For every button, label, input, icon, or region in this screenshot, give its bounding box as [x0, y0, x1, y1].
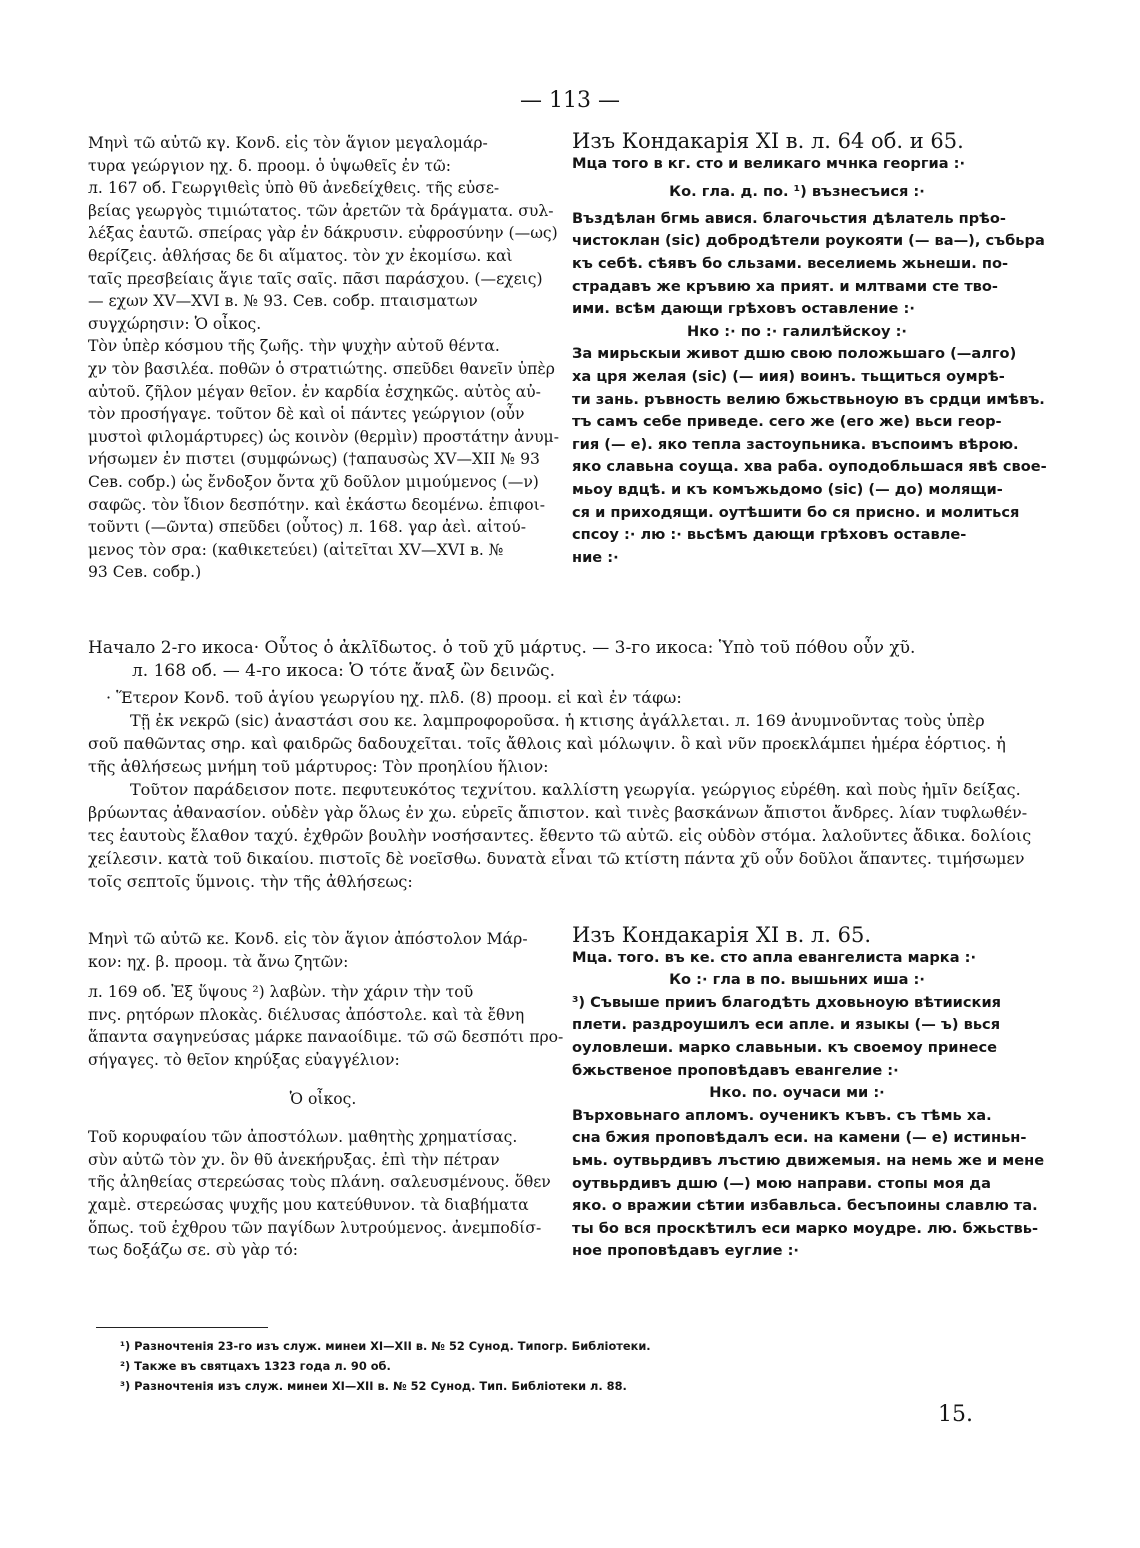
footnote: ²) Также въ святцахъ 1323 года л. 90 об.	[120, 1359, 391, 1373]
text-line: чистоклан (sic) добродѣтели роукояти (— ва—), събьра	[572, 232, 1045, 250]
text-line: ха цря желая (sic) (— иия) воинъ. тьщиться оумрѣ-	[572, 367, 1005, 385]
footnotes	[120, 1336, 1020, 1396]
text-line: νήσωμεν ἐν πιστει (συμφώνως) (†απαυσὼς XV—XII № 93	[88, 450, 540, 469]
text-line: βρύωντας ἀθανασίον. οὐδὲν γὰρ ὅλως ἐν χω. εὑρεῖς ἄπιστον. καὶ τινὲς βασκάνων ἄπιστοι ἄνδρες. λίαν τυφλωθέν-	[88, 803, 1028, 822]
text-line: σήγαγες. τὸ θεῖον κηρύξας εὐαγγέλιον:	[88, 1050, 400, 1069]
text-line: яко. о вражии сѣтии избавльса. бесъпоины славлю та.	[572, 1197, 1038, 1215]
page-number: — 113 —	[520, 88, 620, 113]
text-line: ὅπως. τοῦ ἐχθρου τῶν παγίδων λυτρούμενος. ἀνεμποδίσ-	[88, 1218, 542, 1237]
text-line: Нко :· по :· галилѣйскоу :·	[687, 322, 907, 340]
text-line: ἅπαντα σαγηνεύσας μάρκε παναοίδιμε. τῶ σῶ δεσπότι προ-	[88, 1028, 564, 1047]
text-line: Ὁ οἶκος.	[289, 1089, 357, 1108]
text-line: Τοῦτον παράδεισον ποτε. πεφυτευκότος τεχνίτου. καλλίστη γεωργία. γεώργιος εὑρέθη. καὶ ποὺς ἡμῖν δείξας.	[130, 780, 1021, 799]
text-line: μενος τὸν σρα: (καθικετεύει) (αἰτεῖται XV—XVI в. №	[88, 540, 504, 559]
text-line: Μηνὶ τῶ αὐτῶ κγ. Κονδ. εἰς τὸν ἅγιον μεγαλομάρ-	[88, 134, 488, 152]
text-line: сна бжия проповѣдалъ еси. на камени (— е) истиньн-	[572, 1129, 1027, 1147]
text-line: κον: ηχ. β. προομ. τὰ ἄνω ζητῶν:	[88, 952, 349, 971]
text-line: χαμὲ. στερεώσας ψυχῆς μου κατεύθυνον. τὰ διαβήματα	[88, 1195, 529, 1214]
text-line: л. 167 об. Γεωργιθεὶς ὑπὸ θῦ ἀνεδείχθεις. τῆς εὐσε-	[88, 179, 500, 198]
text-line: ³) Съвыше прииъ благодѣть дховьноую вѣтииския	[572, 993, 1002, 1011]
text-line: χείλεσιν. κατὰ τοῦ δικαίου. πιστοῖς δὲ νοεῖσθω. δυνατὰ εἶναι τῶ κτίστη πάντα χῦ οὖν δοῦλοι ἅπαντες. τιμήσωμεν	[88, 849, 1025, 868]
text-line: συγχώρησιν: Ὁ οἶκος.	[88, 314, 262, 333]
text-line: оутвьрдивъ дшю (—) мою направи. стопы моя да	[572, 1174, 991, 1192]
text-line: Μηνὶ τῶ αὐτῶ κε. Κονδ. εἰς τὸν ἅγιον ἀπόστολον Μάρ-	[88, 930, 528, 948]
section-heading: Изъ Кондакарія XI в. л. 65.	[572, 923, 872, 947]
text-line: βείας γεωργὸς τιμιώτατος. τῶν ἀρετῶν τὰ δράγματα. συλ-	[88, 201, 554, 220]
text-line: Ко. гла. д. по. ¹) възнесъися :·	[669, 183, 925, 201]
text-line: πνς. ρητόρων πλοκὰς. διέλυσας ἀπόστολε. καὶ τὰ ἔθνη	[88, 1005, 525, 1024]
text-line: страдавъ же кръвию ха прият. и млтвами сте тво-	[572, 277, 998, 295]
text-line: оуловлеши. марко славьныи. къ своемоу принесе	[572, 1038, 998, 1056]
text-line: Въздѣлан бгмь авися. благочьстия дѣлатель прѣо-	[572, 209, 1006, 227]
text-line: σοῦ παθῶντας σηρ. καὶ φαιδρῶς δαδουχεῖται. τοῖς ἄθλοις καὶ μόλωψιν. ὃ καὶ νῦν προεκλάμπει ἡμέρα ἑόρτιος. ἡ	[88, 734, 1006, 753]
text-line: Мца. того. въ ке. сто апла евангелиста марка :·	[572, 948, 977, 966]
text-line: Върховьнаго апломъ. оученикъ къвъ. съ тѣмь ха.	[572, 1106, 992, 1124]
text-line: къ себѣ. сѣявъ бо сльзами. веселиемь жьнеши. по-	[572, 254, 1009, 272]
slavonic-column-mark	[572, 923, 1045, 1263]
footnote-rule	[96, 1327, 268, 1328]
text-line: Ко :· гла в по. вышьних иша :·	[669, 971, 925, 989]
text-line: τῆς ἀληθείας στερεώσας τοὺς πλάνη. σαλευσμένους. ὅθεν	[88, 1173, 551, 1192]
text-line: За мирьскыи живот дшю свою положьшаго (—алго)	[572, 345, 1017, 363]
text-line: · Ἕτερον Κονδ. τοῦ ἁγίου γεωργίου ηχ. πλδ. (8) προομ. εἰ καὶ ἐν τάφω:	[106, 688, 682, 707]
text-line: τυρα γεώργιον ηχ. δ. προομ. ὁ ὑψωθεῖς ἐν τῶ:	[88, 156, 451, 175]
text-line: θερίζεις. ἀθλήσας δε δι αἵματος. τὸν χν ἐκομίσω. καὶ	[88, 246, 513, 265]
sheet-signature: 15.	[938, 1402, 973, 1427]
text-line: ьмь. оутвьрдивъ лъстию движемыя. на немь же и мене	[572, 1151, 1045, 1169]
footnote: ¹) Разночтенія 23-го изъ служ. минеи XI—XII в. № 52 Сунод. Типогр. Библіотеки.	[120, 1339, 651, 1353]
text-line: бжьственое проповѣдавъ евангелие :·	[572, 1061, 899, 1079]
text-line: τὸν προσήγαγε. τοῦτον δὲ καὶ οἱ πάντες γεώργιον (οὖν	[88, 405, 525, 424]
text-line: σὺν αὐτῶ τὸν χν. ὃν θῦ ἀνεκήρυξας. ἐπὶ τὴν πέτραν	[88, 1150, 500, 1169]
text-line: Мца того в кг. сто и великаго мчнка георгиа :·	[572, 154, 966, 172]
text-line: ное проповѣдавъ еуглие :·	[572, 1242, 799, 1260]
text-line: μυστοὶ φιλομάρτυρες) ὡς κοινὸν (θερμὶν) προστάτην ἀνυμ-	[88, 427, 559, 446]
slavonic-column-george	[572, 129, 1047, 569]
text-line: χν τὸν βασιλέα. ποθῶν ὁ στρατιώτης. σπεῦδει θανεῖν ὑπὲρ	[88, 359, 555, 378]
text-line: σαφῶς. τὸν ἴδιον δεσπότην. καὶ ἑκάστω δεομένω. ἐπιφοι-	[88, 495, 545, 514]
text-line: тъ самъ себе приведе. сего же (его же) вьси геор-	[572, 413, 1002, 431]
text-line: ταῖς πρεσβείαις ἅγιε ταῖς σαῖς. πᾶσι παράσχου. (—εχεις)	[88, 269, 543, 288]
text-line: τοῦντι (—ῶντα) σπεῦδει (οὗτος) л. 168. γαρ ἀεὶ. αἰτού-	[88, 518, 526, 537]
full-width-block	[88, 637, 1048, 893]
text-line: αὐτοῦ. ζῆλον μέγαν θεῖον. ἐν καρδία ἐσχηκῶς. αὐτὸς αὐ-	[88, 382, 541, 401]
text-line: τῆς ἀθλήσεως μνήμη τοῦ μάρτυρος: Τὸν προηλίου ἥλιον:	[88, 757, 549, 776]
text-line: л. 169 об. Ἐξ ὕψους ²) λαβὼν. τὴν χάριν τὴν τοῦ	[88, 983, 474, 1002]
text-line: ние :·	[572, 548, 619, 566]
text-line: 93 Сев. собр.)	[88, 563, 202, 582]
text-line: τες ἑαυτοὺς ἔλαθον ταχύ. ἐχθρῶν βουλὴν νοσήσαντες. ἔθεντο τῶ αὐτῶ. εἰς οὐδὸν στόμα. λαλοῦντες ἄδικα. δολίοις	[88, 826, 1032, 845]
text-line: τοῖς σεπτοῖς ὕμνοις. τὴν τῆς ἀθλήσεως:	[88, 872, 413, 891]
text-line: ти зань. ръвность велию бжьствьноую въ срдци имѣвъ.	[572, 390, 1045, 408]
text-line: λέξας ἑαυτῶ. σπείρας γὰρ ἐν δάκρυσιν. εὐφροσύνην (—ως)	[88, 224, 558, 243]
text-line: Сев. собр.) ὡς ἔνδοξον ὄντα χῦ δοῦλον μιμούμενος (—ν)	[88, 472, 539, 491]
text-line: Τῇ ἐκ νεκρῶ (sic) ἀναστάσι σου κε. λαμπροφοροῦσα. ἡ κτισης ἀγάλλεται. л. 169 ἀνυμνοῦντας τοὺς ὑπὲρ	[130, 711, 985, 730]
text-line: τως δοξάζω σε. σὺ γὰρ τό:	[88, 1241, 299, 1260]
text-line: ся и приходящи. оутѣшити бо ся присно. и молиться	[572, 503, 1020, 521]
text-line: Τοῦ κορυφαίου τῶν ἀποστόλων. μαθητὴς χρηματίσας.	[88, 1128, 518, 1147]
text-line: Нко. по. оучаси ми :·	[709, 1084, 885, 1102]
greek-column-mark	[88, 928, 564, 1262]
text-line: Τὸν ὑπὲρ κόσμου τῆς ζωῆς. τὴν ψυχὴν αὐτοῦ θέντα.	[88, 337, 500, 356]
text-line: Начало 2-го икоса· Οὗτος ὁ ἀκλῖδωτος. ὁ τοῦ χῦ μάρτυς. — 3-го икоса: Ὑπὸ τοῦ πόθου οὖν χῦ.	[88, 638, 916, 658]
text-line: л. 168 об. — 4-го икоса: Ὁ τότε ἄναξ ὢν δεινῶς.	[132, 661, 555, 681]
text-line: яко славьна соуща. хва раба. оуподобльшася явѣ свое-	[572, 458, 1047, 476]
footnote: ³) Разночтенія изъ служ. минеи XI—XII в. № 52 Сунод. Тип. Библіотеки л. 88.	[120, 1379, 627, 1393]
text-line: мьоу вдцѣ. и къ комъжьдомо (sic) (— до) молящи-	[572, 480, 1003, 498]
greek-column-george	[88, 132, 558, 584]
text-line: ты бо вся проскѣтилъ еси марко моудре. лю. бжьствь-	[572, 1219, 1039, 1237]
text-line: — εχων XV—XVI в. № 93. Сев. собр. πταισματων	[88, 292, 478, 311]
text-line: гия (— е). яко тепла застоупьника. въспоимъ вѣрою.	[572, 435, 1019, 453]
text-line: спсоу :· лю :· вьсѣмъ дающи грѣховъ оставле-	[572, 526, 967, 544]
text-line: плети. раздроушилъ еси апле. и языкы (— ъ) вься	[572, 1016, 1001, 1034]
text-line: ими. всѣм дающи грѣховъ оставление :·	[572, 300, 915, 318]
section-heading: Изъ Кондакарія XI в. л. 64 об. и 65.	[572, 129, 964, 153]
